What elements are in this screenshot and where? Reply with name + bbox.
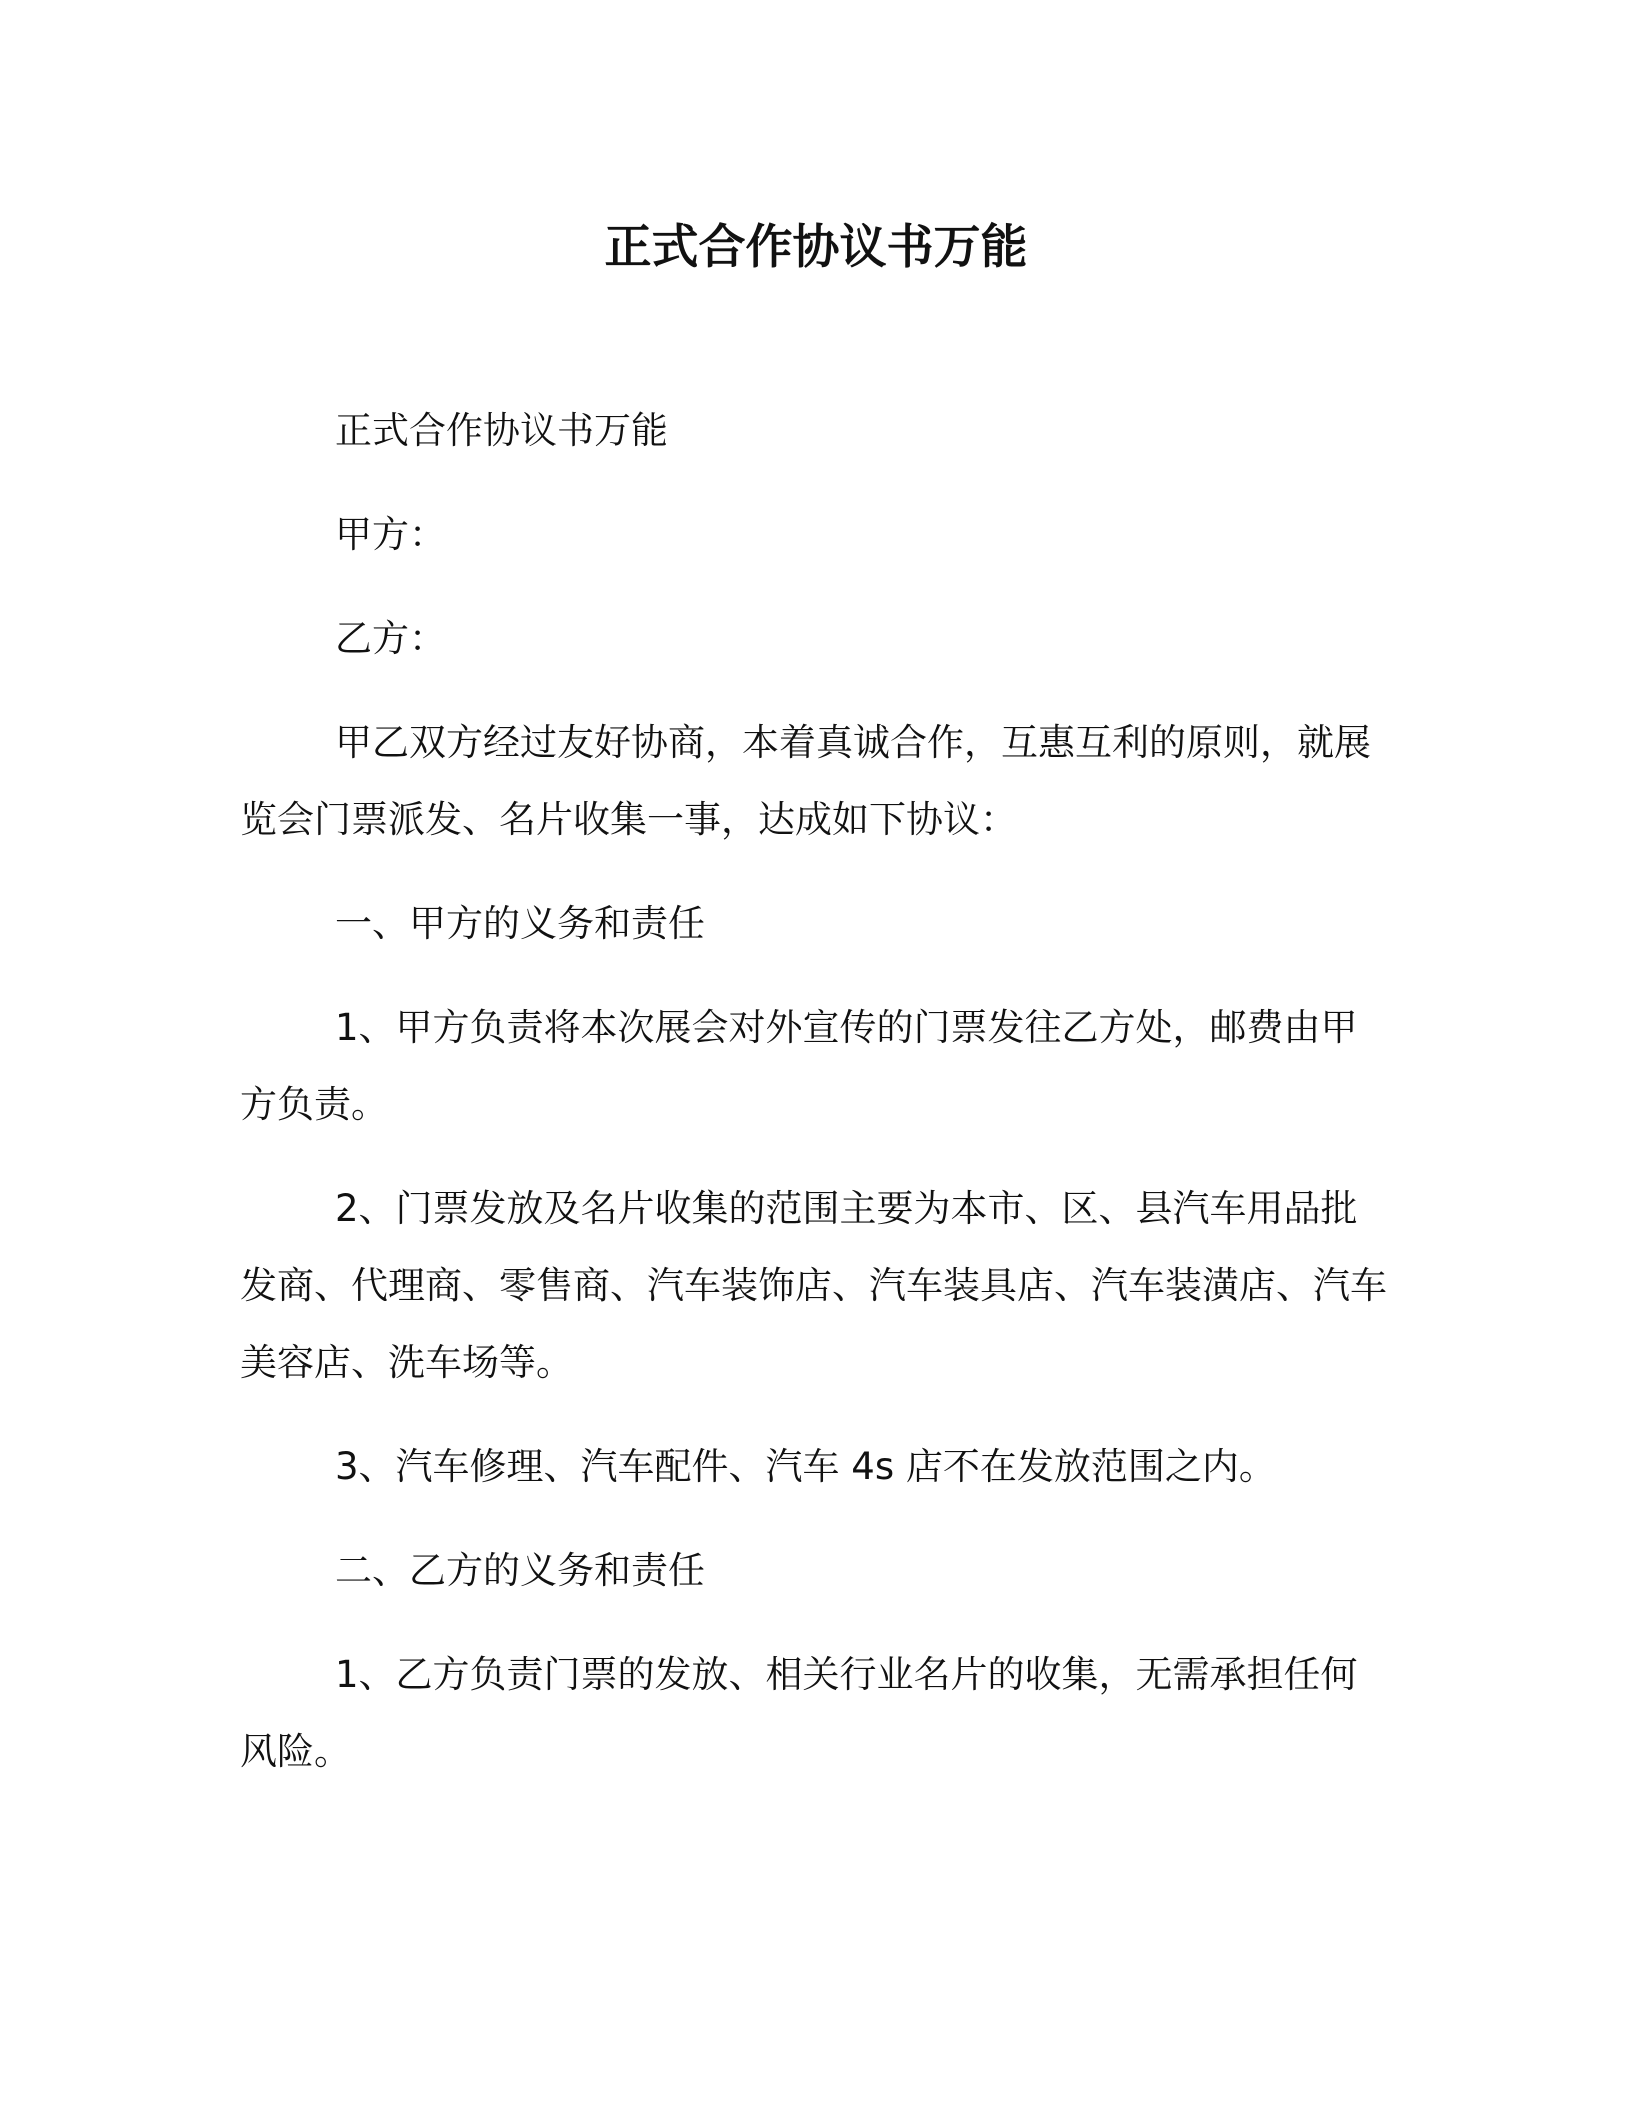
party-a-line: 甲方： xyxy=(335,513,446,556)
intro-paragraph: 甲乙双方经过友好协商，本着真诚合作，互惠互利的原则，就展览会门票派发、名片收集一事，达成如下协议： xyxy=(240,721,1371,841)
section-heading-party-b: 二、乙方的义务和责任 xyxy=(335,1549,705,1592)
document-title: 正式合作协议书万能 xyxy=(604,220,1028,275)
document-body xyxy=(240,392,1390,1817)
clause-a-2: 2、门票发放及名片收集的范围主要为本市、区、县汽车用品批发商、代理商、零售商、汽车装饰店、汽车装具店、汽车装潢店、汽车美容店、洗车场等。 xyxy=(240,1187,1387,1384)
subtitle-paragraph: 正式合作协议书万能 xyxy=(335,409,668,452)
party-b-line: 乙方： xyxy=(335,617,446,660)
clause-b-1: 1、乙方负责门票的发放、相关行业名片的收集，无需承担任何风险。 xyxy=(240,1653,1358,1773)
section-heading-party-a: 一、甲方的义务和责任 xyxy=(335,902,705,945)
clause-a-3: 3、汽车修理、汽车配件、汽车 4s 店不在发放范围之内。 xyxy=(335,1445,1276,1488)
clause-a-1: 1、甲方负责将本次展会对外宣传的门票发往乙方处，邮费由甲方负责。 xyxy=(240,1006,1358,1126)
